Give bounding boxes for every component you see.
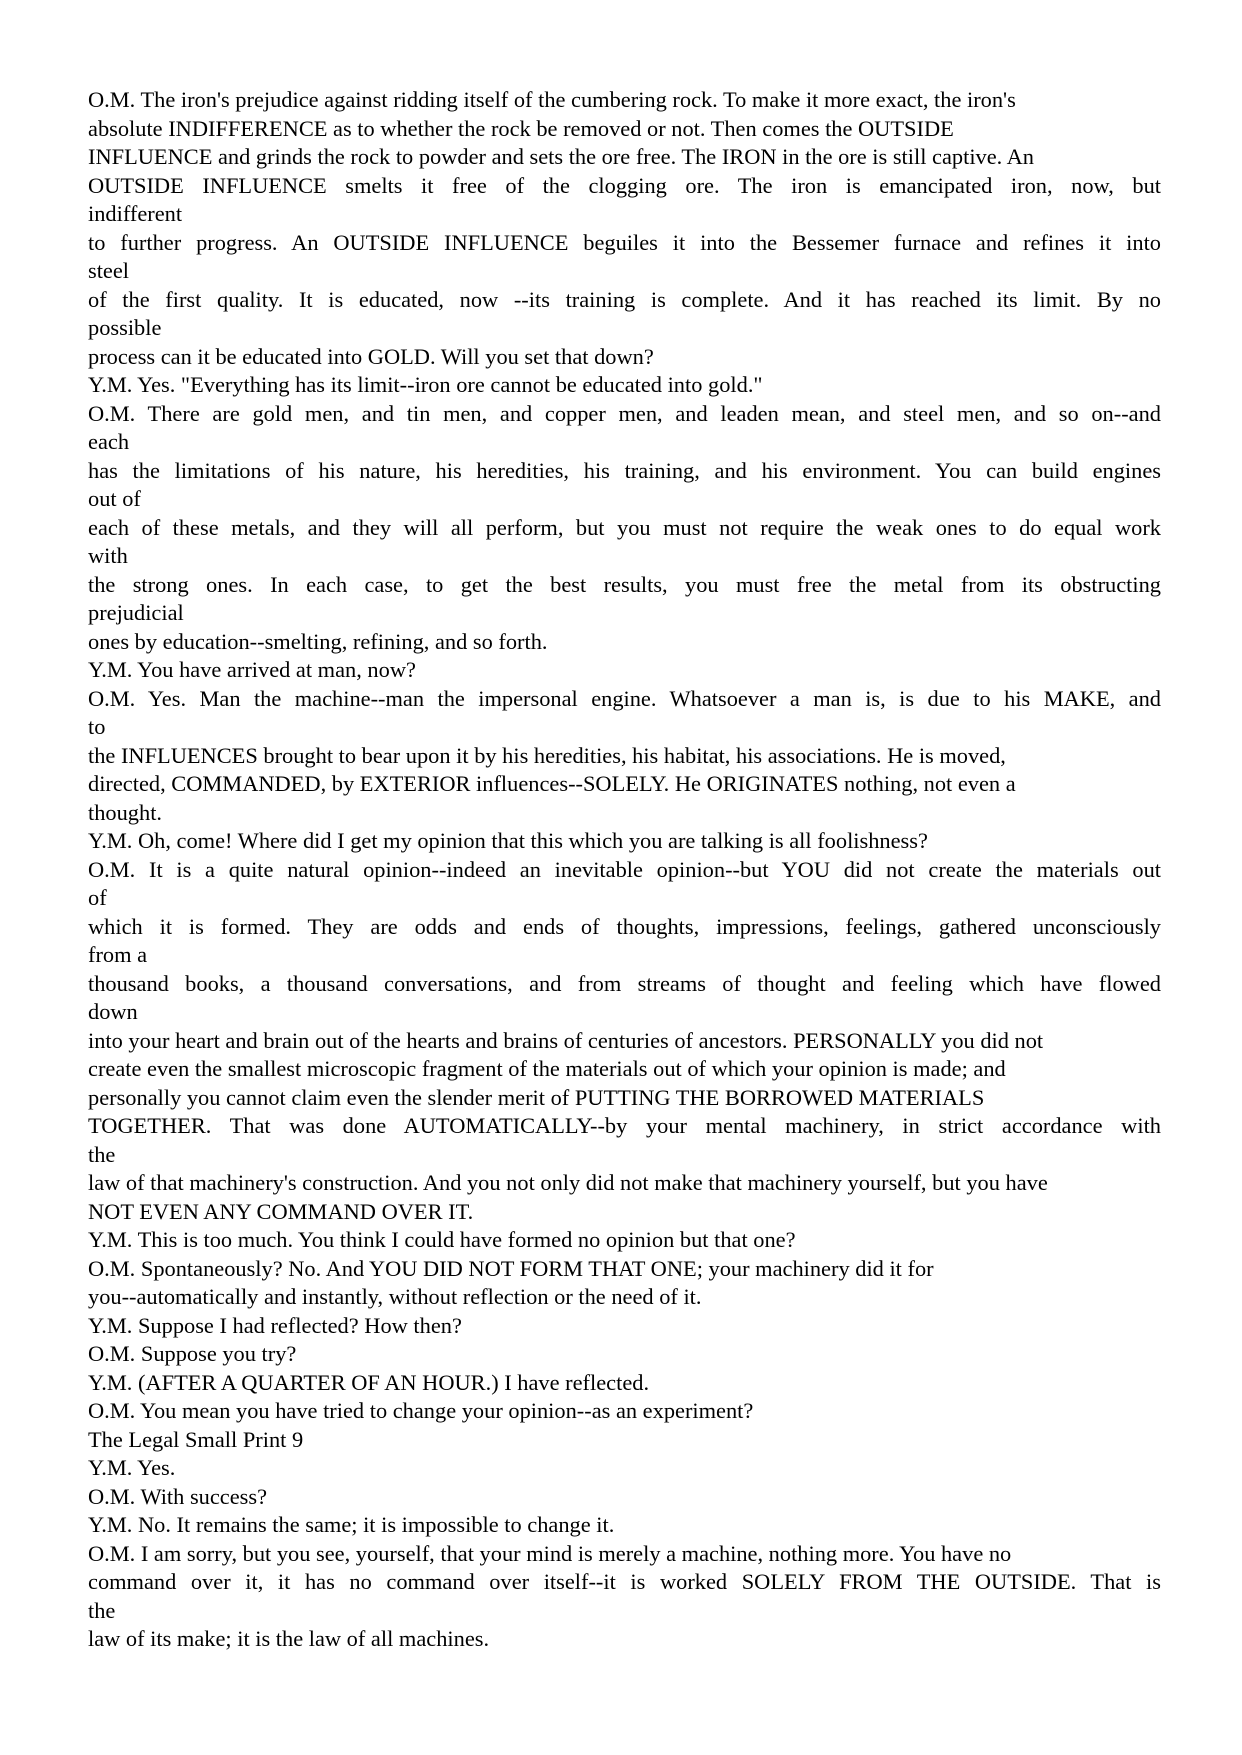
text-line: to further progress. An OUTSIDE INFLUENCE beguiles it into the Bessemer furnace and refines it into	[88, 229, 1161, 255]
text-line: Y.M. Oh, come! Where did I get my opinion that this which you are talking is all foolishness?	[88, 828, 928, 853]
text-line: Y.M. This is too much. You think I could have formed no opinion but that one?	[88, 1227, 796, 1252]
text-line: which it is formed. They are odds and ends of thoughts, impressions, feelings, gathered unconsciously	[88, 913, 1161, 939]
text-line: the INFLUENCES brought to bear upon it by his heredities, his habitat, his associations. He is moved,	[88, 742, 1006, 768]
text-line: The Legal Small Print 9	[88, 1426, 304, 1452]
text-line: NOT EVEN ANY COMMAND OVER IT.	[88, 1198, 474, 1224]
text-line: the	[88, 1141, 116, 1167]
text-line: command over it, it has no command over itself--it is worked SOLELY FROM THE OUTSIDE. That is	[88, 1569, 1161, 1594]
text-line: Y.M. You have arrived at man, now?	[88, 657, 416, 682]
text-line: O.M. Suppose you try?	[88, 1341, 297, 1366]
text-line: with	[88, 543, 128, 568]
text-line: each	[88, 429, 130, 454]
text-line: law of that machinery's construction. And you not only did not make that machinery yourself, but you have	[88, 1170, 1048, 1195]
text-line: of the first quality. It is educated, now --its training is complete. And it has reached its limit. By no	[88, 286, 1161, 312]
text-line: steel	[88, 258, 130, 283]
text-line: O.M. It is a quite natural opinion--indeed an inevitable opinion--but YOU did not create the materials out	[88, 856, 1161, 882]
text-line: directed, COMMANDED, by EXTERIOR influences--SOLELY. He ORIGINATES nothing, not even a	[88, 771, 1016, 796]
text-line: law of its make; it is the law of all machines.	[88, 1626, 490, 1651]
text-line: Y.M. Yes.	[88, 1455, 176, 1480]
text-line: absolute INDIFFERENCE as to whether the rock be removed or not. Then comes the OUTSIDE	[88, 115, 954, 141]
text-line: you--automatically and instantly, without reflection or the need of it.	[88, 1284, 702, 1309]
text-line: Y.M. (AFTER A QUARTER OF AN HOUR.) I have reflected.	[88, 1369, 650, 1395]
text-line: out of	[88, 486, 141, 511]
text-line: ones by education--smelting, refining, and so forth.	[88, 628, 548, 654]
document-page	[88, 86, 1161, 1654]
text-line: OUTSIDE INFLUENCE smelts it free of the clogging ore. The iron is emancipated iron, now, but	[88, 172, 1161, 198]
text-line: thousand books, a thousand conversations, and from streams of thought and feeling which have flowed	[88, 970, 1161, 996]
text-line: O.M. Yes. Man the machine--man the impersonal engine. Whatsoever a man is, is due to his MAKE, and	[88, 685, 1161, 711]
text-line: personally you cannot claim even the slender merit of PUTTING THE BORROWED MATERIALS	[88, 1084, 985, 1110]
text-line: prejudicial	[88, 600, 184, 625]
text-line: thought.	[88, 799, 163, 825]
text-line: O.M. Spontaneously? No. And YOU DID NOT FORM THAT ONE; your machinery did it for	[88, 1255, 934, 1281]
text-line: create even the smallest microscopic fragment of the materials out of which your opinion is made; and	[88, 1056, 1006, 1081]
text-line: the	[88, 1597, 116, 1623]
text-line: down	[88, 999, 138, 1024]
text-line: into your heart and brain out of the hearts and brains of centuries of ancestors. PERSONALLY you did not	[88, 1027, 1044, 1053]
text-line: O.M. With success?	[88, 1483, 268, 1509]
text-line: Y.M. Yes. "Everything has its limit--iron ore cannot be educated into gold."	[88, 372, 763, 397]
text-line: O.M. The iron's prejudice against ridding itself of the cumbering rock. To make it more exact, the iron's	[88, 87, 1016, 112]
text-line: has the limitations of his nature, his heredities, his training, and his environment. You can build engines	[88, 457, 1161, 483]
text-line: Y.M. No. It remains the same; it is impossible to change it.	[88, 1512, 615, 1537]
text-line: O.M. You mean you have tried to change your opinion--as an experiment?	[88, 1398, 754, 1423]
text-line: indifferent	[88, 201, 183, 226]
text-line: each of these metals, and they will all perform, but you must not require the weak ones to do equal work	[88, 514, 1161, 540]
text-line: from a	[88, 942, 148, 967]
text-line: O.M. I am sorry, but you see, yourself, that your mind is merely a machine, nothing more. You have no	[88, 1540, 1012, 1566]
text-line: of	[88, 885, 107, 910]
text-line: Y.M. Suppose I had reflected? How then?	[88, 1312, 462, 1338]
text-line: to	[88, 714, 106, 739]
text-line: possible	[88, 315, 162, 340]
text-line: INFLUENCE and grinds the rock to powder and sets the ore free. The IRON in the ore is still captive. An	[88, 144, 1034, 169]
text-line: the strong ones. In each case, to get the best results, you must free the metal from its obstructing	[88, 571, 1161, 597]
text-line: process can it be educated into GOLD. Will you set that down?	[88, 343, 654, 369]
text-line: TOGETHER. That was done AUTOMATICALLY--by your mental machinery, in strict accordance with	[88, 1113, 1161, 1138]
text-line: O.M. There are gold men, and tin men, and copper men, and leaden mean, and steel men, and so on--and	[88, 400, 1161, 426]
